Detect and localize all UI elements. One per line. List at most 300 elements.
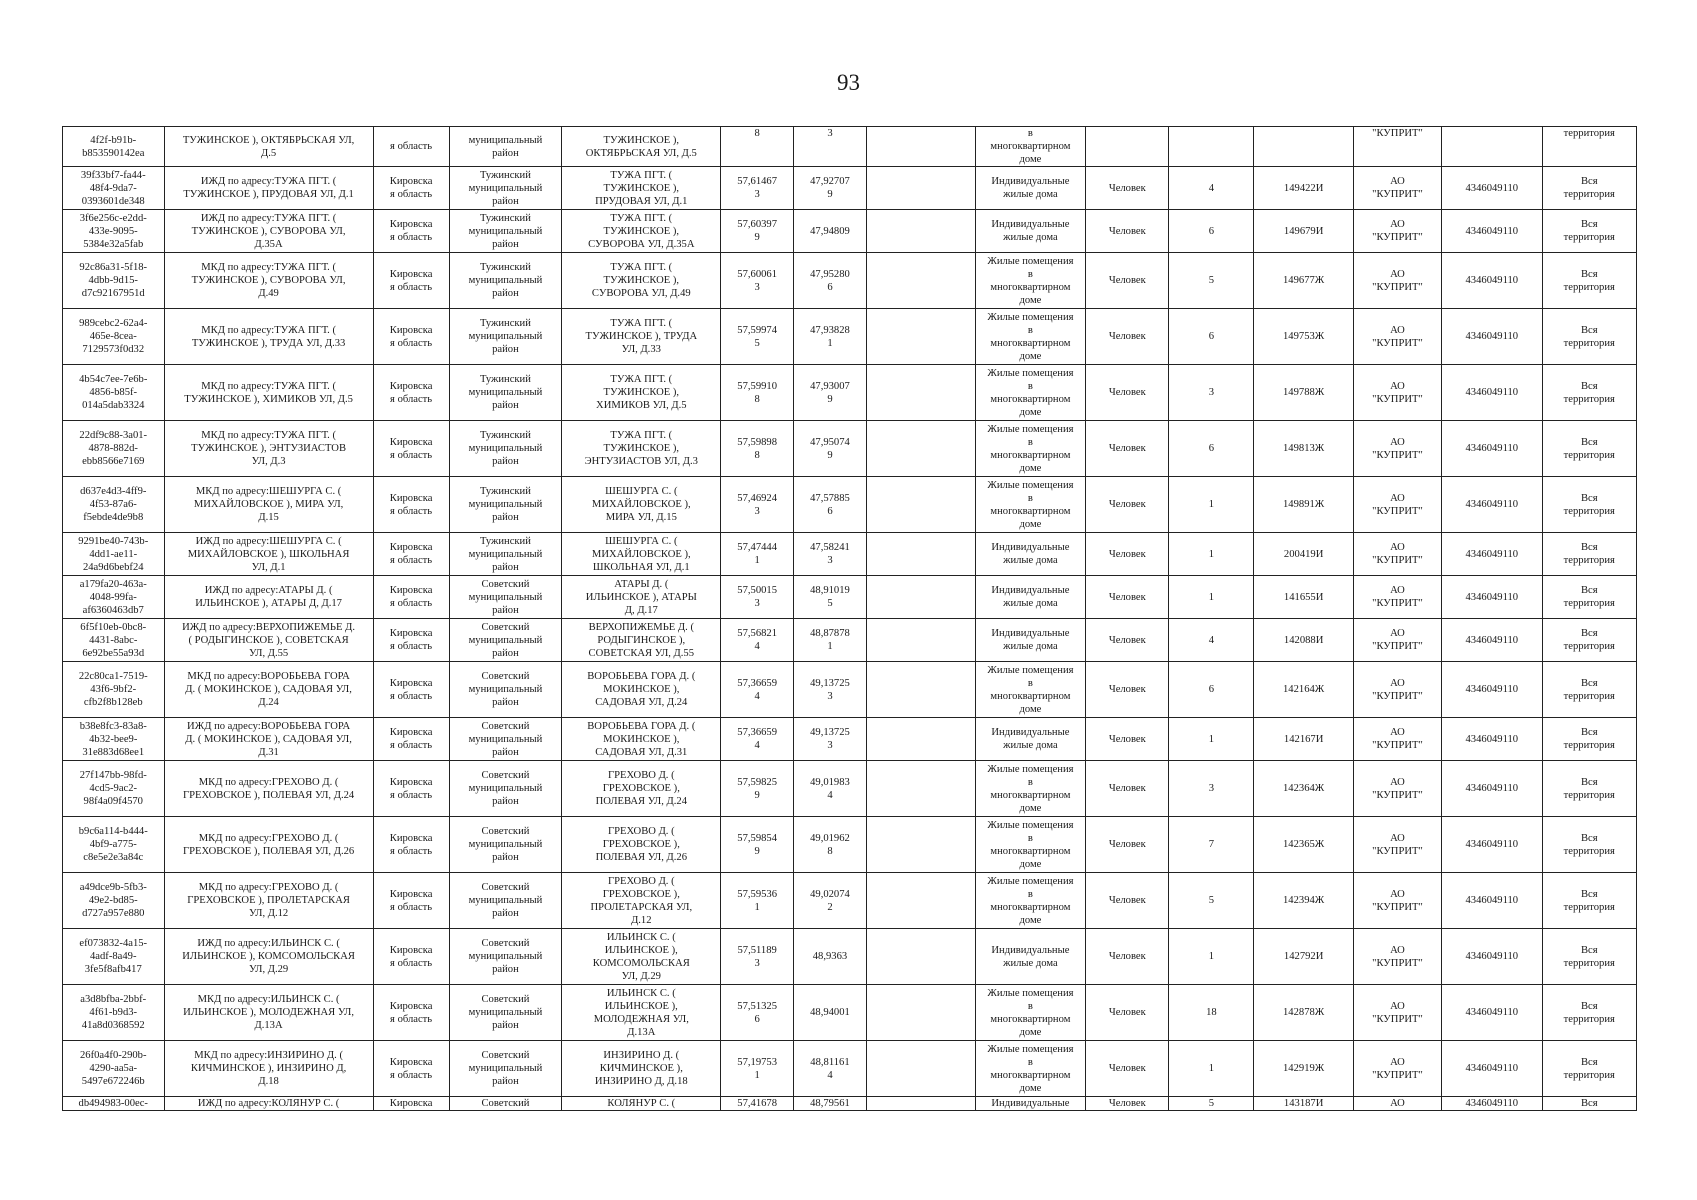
cell-blank1 bbox=[866, 1041, 975, 1097]
cell-code: 142365Ж bbox=[1254, 817, 1353, 873]
table-row bbox=[63, 662, 1637, 718]
cell-lat bbox=[721, 1097, 794, 1111]
cell-name: ИЖД по адресу:ТУЖА ПГТ. ( ТУЖИНСКОЕ ), ПРУДОВАЯ УЛ, Д.1 bbox=[164, 167, 373, 210]
cell-region: Кировска я область bbox=[373, 817, 449, 873]
cell-district: Тужинский муниципальный район bbox=[449, 309, 562, 365]
cell-name: МКД по адресу:ТУЖА ПГТ. ( ТУЖИНСКОЕ ), ТРУДА УЛ, Д.33 bbox=[164, 309, 373, 365]
cell-territory: Вся территория bbox=[1542, 477, 1636, 533]
cell-inn: 4346049110 bbox=[1442, 167, 1542, 210]
cell-region: Кировска я область bbox=[373, 576, 449, 619]
table-row bbox=[63, 421, 1637, 477]
cell-unit: Человек bbox=[1086, 210, 1169, 253]
cell-id: b9c6a114-b444- 4bf9-a775- c8e5e2e3a84c bbox=[63, 817, 165, 873]
cell-lat: 57,59536 1 bbox=[721, 873, 794, 929]
cell-org: АО "КУПРИТ" bbox=[1353, 167, 1441, 210]
cell-qty: 1 bbox=[1169, 576, 1254, 619]
cell-region: Кировска я область bbox=[373, 985, 449, 1041]
cell-blank1 bbox=[866, 1097, 975, 1111]
cell-id: d637e4d3-4ff9- 4f53-87a6- f5ebde4de9b8 bbox=[63, 477, 165, 533]
cell-district: Советский муниципальный район bbox=[449, 662, 562, 718]
cell-address: ТУЖИНСКОЕ ), ОКТЯБРЬСКАЯ УЛ, Д.5 bbox=[562, 127, 721, 167]
cell-qty: 4 bbox=[1169, 619, 1254, 662]
cell-lat: 57,36659 4 bbox=[721, 718, 794, 761]
cell-lon: 48,9363 bbox=[794, 929, 867, 985]
cell-id bbox=[63, 1097, 165, 1111]
cell-code: 149677Ж bbox=[1254, 253, 1353, 309]
cell-lon: 47,93828 1 bbox=[794, 309, 867, 365]
cell-lat: 57,60397 9 bbox=[721, 210, 794, 253]
cell-code: 142792И bbox=[1254, 929, 1353, 985]
cell-type: Жилые помещения в многоквартирном доме bbox=[975, 477, 1086, 533]
cell-inn bbox=[1442, 127, 1542, 167]
cell-org: АО "КУПРИТ" bbox=[1353, 533, 1441, 576]
cell-address: ТУЖА ПГТ. ( ТУЖИНСКОЕ ), ХИМИКОВ УЛ, Д.5 bbox=[562, 365, 721, 421]
cell-id: a179fa20-463a- 4048-99fa- af6360463db7 bbox=[63, 576, 165, 619]
cell-lon: 48,91019 5 bbox=[794, 576, 867, 619]
table-row bbox=[63, 253, 1637, 309]
cell-lon: 47,58241 3 bbox=[794, 533, 867, 576]
table-row bbox=[63, 817, 1637, 873]
cell-type: Индивидуальные жилые дома bbox=[975, 210, 1086, 253]
table-row bbox=[63, 210, 1637, 253]
cell-blank1 bbox=[866, 576, 975, 619]
cell-district: Тужинский муниципальный район bbox=[449, 210, 562, 253]
cell-lon: 48,94001 bbox=[794, 985, 867, 1041]
cell-name bbox=[164, 1097, 373, 1111]
cell-district bbox=[449, 1097, 562, 1111]
table-row bbox=[63, 477, 1637, 533]
cell-address-text: КОЛЯНУР С. ( bbox=[607, 1098, 676, 1109]
cell-territory: Вся территория bbox=[1542, 309, 1636, 365]
cell-code: 149788Ж bbox=[1254, 365, 1353, 421]
table-row bbox=[63, 1041, 1637, 1097]
cell-lat: 57,59974 5 bbox=[721, 309, 794, 365]
cell-district: Тужинский муниципальный район bbox=[449, 253, 562, 309]
page-number: 93 bbox=[837, 70, 860, 95]
cell-org: АО "КУПРИТ" bbox=[1353, 253, 1441, 309]
cell-district: Советский муниципальный район bbox=[449, 1041, 562, 1097]
cell-code: 149679И bbox=[1254, 210, 1353, 253]
cell-qty: 18 bbox=[1169, 985, 1254, 1041]
cell-id: 4b54c7ee-7e6b- 4856-b85f- 014a5dab3324 bbox=[63, 365, 165, 421]
cell-org: АО "КУПРИТ" bbox=[1353, 619, 1441, 662]
cell-address: ИНЗИРИНО Д. ( КИЧМИНСКОЕ ), ИНЗИРИНО Д, Д.18 bbox=[562, 1041, 721, 1097]
cell-qty: 1 bbox=[1169, 929, 1254, 985]
cell-blank1 bbox=[866, 253, 975, 309]
cell-inn bbox=[1442, 1097, 1542, 1111]
cell-name: МКД по адресу:ГРЕХОВО Д. ( ГРЕХОВСКОЕ ), ПОЛЕВАЯ УЛ, Д.26 bbox=[164, 817, 373, 873]
table-row bbox=[63, 873, 1637, 929]
cell-id: 22c80ca1-7519- 43f6-9bf2- cfb2f8b128eb bbox=[63, 662, 165, 718]
table-row bbox=[63, 718, 1637, 761]
cell-unit: Человек bbox=[1086, 761, 1169, 817]
cell-code: 142878Ж bbox=[1254, 985, 1353, 1041]
cell-name: МКД по адресу:ИНЗИРИНО Д. ( КИЧМИНСКОЕ ), ИНЗИРИНО Д, Д.18 bbox=[164, 1041, 373, 1097]
cell-code: 142919Ж bbox=[1254, 1041, 1353, 1097]
cell-org: АО "КУПРИТ" bbox=[1353, 985, 1441, 1041]
cell-id: 22df9c88-3a01- 4878-882d- ebb8566e7169 bbox=[63, 421, 165, 477]
table-row bbox=[63, 365, 1637, 421]
cell-lon: 48,81161 4 bbox=[794, 1041, 867, 1097]
cell-lat: 57,51189 3 bbox=[721, 929, 794, 985]
cell-inn: 4346049110 bbox=[1442, 210, 1542, 253]
cell-name: ИЖД по адресу:ИЛЬИНСК С. ( ИЛЬИНСКОЕ ), КОМСОМОЛЬСКАЯ УЛ, Д.29 bbox=[164, 929, 373, 985]
cell-type: Жилые помещения в многоквартирном доме bbox=[975, 662, 1086, 718]
cell-region: Кировска я область bbox=[373, 477, 449, 533]
cell-territory: Вся территория bbox=[1542, 365, 1636, 421]
cell-territory: Вся территория bbox=[1542, 662, 1636, 718]
cell-org: "КУПРИТ" bbox=[1353, 127, 1441, 167]
cell-org: АО "КУПРИТ" bbox=[1353, 576, 1441, 619]
cell-id: 6f5f10eb-0bc8- 4431-8abc- 6e92be55a93d bbox=[63, 619, 165, 662]
cell-id: 39f33bf7-fa44- 48f4-9da7- 0393601de348 bbox=[63, 167, 165, 210]
cell-inn: 4346049110 bbox=[1442, 929, 1542, 985]
cell-blank1 bbox=[866, 929, 975, 985]
cell-inn: 4346049110 bbox=[1442, 533, 1542, 576]
cell-district: Советский муниципальный район bbox=[449, 929, 562, 985]
cell-blank1 bbox=[866, 761, 975, 817]
cell-address: ИЛЬИНСК С. ( ИЛЬИНСКОЕ ), МОЛОДЕЖНАЯ УЛ, Д.13А bbox=[562, 985, 721, 1041]
cell-type: в многоквартирном доме bbox=[975, 127, 1086, 167]
cell-inn: 4346049110 bbox=[1442, 873, 1542, 929]
cell-name: МКД по адресу:ТУЖА ПГТ. ( ТУЖИНСКОЕ ), ХИМИКОВ УЛ, Д.5 bbox=[164, 365, 373, 421]
cell-inn: 4346049110 bbox=[1442, 619, 1542, 662]
cell-lon: 49,13725 3 bbox=[794, 662, 867, 718]
cell-district: Советский муниципальный район bbox=[449, 761, 562, 817]
cell-name: ИЖД по адресу:ВОРОБЬЕВА ГОРА Д. ( МОКИНСКОЕ ), САДОВАЯ УЛ, Д.31 bbox=[164, 718, 373, 761]
cell-qty: 1 bbox=[1169, 718, 1254, 761]
table-row bbox=[63, 985, 1637, 1041]
cell-territory: Вся территория bbox=[1542, 576, 1636, 619]
cell-lat: 8 bbox=[721, 127, 794, 167]
table-row bbox=[63, 619, 1637, 662]
cell-region: Кировска я область bbox=[373, 253, 449, 309]
cell-qty: 1 bbox=[1169, 1041, 1254, 1097]
cell-district: Тужинский муниципальный район bbox=[449, 421, 562, 477]
cell-unit bbox=[1086, 127, 1169, 167]
cell-type: Индивидуальные жилые дома bbox=[975, 576, 1086, 619]
cell-qty-text: 5 bbox=[1208, 1098, 1215, 1109]
cell-address: ТУЖА ПГТ. ( ТУЖИНСКОЕ ), ПРУДОВАЯ УЛ, Д.1 bbox=[562, 167, 721, 210]
cell-territory: территория bbox=[1542, 127, 1636, 167]
cell-address: ВОРОБЬЕВА ГОРА Д. ( МОКИНСКОЕ ), САДОВАЯ УЛ, Д.24 bbox=[562, 662, 721, 718]
cell-code: 149891Ж bbox=[1254, 477, 1353, 533]
cell-name: ИЖД по адресу:ВЕРХОПИЖЕМЬЕ Д. ( РОДЫГИНСКОЕ ), СОВЕТСКАЯ УЛ, Д.55 bbox=[164, 619, 373, 662]
cell-org: АО "КУПРИТ" bbox=[1353, 421, 1441, 477]
cell-address: ИЛЬИНСК С. ( ИЛЬИНСКОЕ ), КОМСОМОЛЬСКАЯ УЛ, Д.29 bbox=[562, 929, 721, 985]
cell-lon: 49,13725 3 bbox=[794, 718, 867, 761]
cell-org: АО "КУПРИТ" bbox=[1353, 662, 1441, 718]
cell-address: ВЕРХОПИЖЕМЬЕ Д. ( РОДЫГИНСКОЕ ), СОВЕТСКАЯ УЛ, Д.55 bbox=[562, 619, 721, 662]
cell-org: АО "КУПРИТ" bbox=[1353, 873, 1441, 929]
cell-unit-text: Человек bbox=[1108, 1098, 1146, 1109]
cell-code-text: 143187И bbox=[1283, 1098, 1324, 1109]
cell-lon: 49,01962 8 bbox=[794, 817, 867, 873]
cell-id: 26f0a4f0-290b- 4290-aa5a- 5497e672246b bbox=[63, 1041, 165, 1097]
cell-org: АО "КУПРИТ" bbox=[1353, 210, 1441, 253]
cell-inn: 4346049110 bbox=[1442, 662, 1542, 718]
cell-district: Тужинский муниципальный район bbox=[449, 477, 562, 533]
cell-unit: Человек bbox=[1086, 619, 1169, 662]
cell-name: МКД по адресу:ГРЕХОВО Д. ( ГРЕХОВСКОЕ ), ПРОЛЕТАРСКАЯ УЛ, Д.12 bbox=[164, 873, 373, 929]
cell-org: АО "КУПРИТ" bbox=[1353, 365, 1441, 421]
cell-lon-text: 48,79561 bbox=[810, 1098, 850, 1109]
cell-blank1 bbox=[866, 817, 975, 873]
cell-region: Кировска я область bbox=[373, 1041, 449, 1097]
cell-address: ШЕШУРГА С. ( МИХАЙЛОВСКОЕ ), ШКОЛЬНАЯ УЛ, Д.1 bbox=[562, 533, 721, 576]
cell-org: АО "КУПРИТ" bbox=[1353, 477, 1441, 533]
cell-unit: Человек bbox=[1086, 477, 1169, 533]
cell-region-text: Кировска bbox=[389, 1098, 433, 1109]
cell-blank1 bbox=[866, 533, 975, 576]
cell-type: Жилые помещения в многоквартирном доме bbox=[975, 309, 1086, 365]
cell-lat: 57,61467 3 bbox=[721, 167, 794, 210]
cell-lon: 49,01983 4 bbox=[794, 761, 867, 817]
cell-district: Тужинский муниципальный район bbox=[449, 365, 562, 421]
cell-qty: 6 bbox=[1169, 421, 1254, 477]
cell-blank1 bbox=[866, 718, 975, 761]
cell-region: Кировска я область bbox=[373, 929, 449, 985]
cell-region: Кировска я область bbox=[373, 210, 449, 253]
cell-address: ВОРОБЬЕВА ГОРА Д. ( МОКИНСКОЕ ), САДОВАЯ УЛ, Д.31 bbox=[562, 718, 721, 761]
cell-address: ТУЖА ПГТ. ( ТУЖИНСКОЕ ), СУВОРОВА УЛ, Д.49 bbox=[562, 253, 721, 309]
cell-inn: 4346049110 bbox=[1442, 576, 1542, 619]
cell-lat: 57,47444 1 bbox=[721, 533, 794, 576]
cell-lon: 3 bbox=[794, 127, 867, 167]
cell-lat: 57,36659 4 bbox=[721, 662, 794, 718]
cell-code: 142088И bbox=[1254, 619, 1353, 662]
cell-id: 27f147bb-98fd- 4cd5-9ac2- 98f4a09f4570 bbox=[63, 761, 165, 817]
cell-region: Кировска я область bbox=[373, 533, 449, 576]
cell-blank1 bbox=[866, 127, 975, 167]
cell-type: Жилые помещения в многоквартирном доме bbox=[975, 873, 1086, 929]
cell-address: ТУЖА ПГТ. ( ТУЖИНСКОЕ ), ЭНТУЗИАСТОВ УЛ, Д.3 bbox=[562, 421, 721, 477]
cell-territory: Вся территория bbox=[1542, 619, 1636, 662]
cell-lon: 47,93007 9 bbox=[794, 365, 867, 421]
cell-district: Советский муниципальный район bbox=[449, 985, 562, 1041]
cell-region: Кировска я область bbox=[373, 167, 449, 210]
cell-address bbox=[562, 1097, 721, 1111]
table-row bbox=[63, 1097, 1637, 1111]
cell-territory: Вся территория bbox=[1542, 985, 1636, 1041]
cell-unit bbox=[1086, 1097, 1169, 1111]
cell-org-text: АО bbox=[1390, 1098, 1405, 1109]
cell-blank1 bbox=[866, 619, 975, 662]
cell-district: Советский муниципальный район bbox=[449, 873, 562, 929]
cell-inn: 4346049110 bbox=[1442, 477, 1542, 533]
cell-address: ГРЕХОВО Д. ( ГРЕХОВСКОЕ ), ПОЛЕВАЯ УЛ, Д.24 bbox=[562, 761, 721, 817]
cell-blank1 bbox=[866, 477, 975, 533]
cell-inn: 4346049110 bbox=[1442, 365, 1542, 421]
cell-name: МКД по адресу:ИЛЬИНСК С. ( ИЛЬИНСКОЕ ), МОЛОДЕЖНАЯ УЛ, Д.13А bbox=[164, 985, 373, 1041]
table-row bbox=[63, 127, 1637, 167]
cell-unit: Человек bbox=[1086, 533, 1169, 576]
cell-unit: Человек bbox=[1086, 309, 1169, 365]
table-row bbox=[63, 576, 1637, 619]
table-row bbox=[63, 929, 1637, 985]
cell-type: Индивидуальные жилые дома bbox=[975, 533, 1086, 576]
cell-id: 989cebc2-62a4- 465e-8cea- 7129573f0d32 bbox=[63, 309, 165, 365]
table-row bbox=[63, 167, 1637, 210]
cell-id: a49dce9b-5fb3- 49e2-bd85- d727a957e880 bbox=[63, 873, 165, 929]
cell-district: Советский муниципальный район bbox=[449, 576, 562, 619]
cell-inn: 4346049110 bbox=[1442, 817, 1542, 873]
cell-type-text: Индивидуальные bbox=[991, 1098, 1070, 1109]
cell-territory-text: Вся bbox=[1580, 1098, 1598, 1109]
cell-type: Индивидуальные жилые дома bbox=[975, 167, 1086, 210]
cell-region: Кировска я область bbox=[373, 309, 449, 365]
cell-blank1-text bbox=[869, 1097, 973, 1109]
cell-blank1 bbox=[866, 662, 975, 718]
cell-qty: 3 bbox=[1169, 761, 1254, 817]
cell-code: 142167И bbox=[1254, 718, 1353, 761]
cell-inn: 4346049110 bbox=[1442, 253, 1542, 309]
cell-region bbox=[373, 1097, 449, 1111]
cell-org: АО "КУПРИТ" bbox=[1353, 718, 1441, 761]
table-row bbox=[63, 309, 1637, 365]
cell-region: я область bbox=[373, 127, 449, 167]
cell-inn: 4346049110 bbox=[1442, 1041, 1542, 1097]
cell-territory: Вся территория bbox=[1542, 533, 1636, 576]
cell-type: Индивидуальные жилые дома bbox=[975, 929, 1086, 985]
cell-region: Кировска я область bbox=[373, 619, 449, 662]
cell-org: АО "КУПРИТ" bbox=[1353, 929, 1441, 985]
cell-unit: Человек bbox=[1086, 929, 1169, 985]
cell-territory: Вся территория bbox=[1542, 210, 1636, 253]
registry-table bbox=[62, 126, 1637, 1111]
cell-lon bbox=[794, 1097, 867, 1111]
cell-code: 142394Ж bbox=[1254, 873, 1353, 929]
cell-qty bbox=[1169, 127, 1254, 167]
cell-territory bbox=[1542, 1097, 1636, 1111]
cell-district: Тужинский муниципальный район bbox=[449, 167, 562, 210]
cell-territory: Вся территория bbox=[1542, 253, 1636, 309]
cell-lon: 48,87878 1 bbox=[794, 619, 867, 662]
cell-id: a3d8bfba-2bbf- 4f61-b9d3- 41a8d0368592 bbox=[63, 985, 165, 1041]
cell-lat: 57,50015 3 bbox=[721, 576, 794, 619]
cell-type: Жилые помещения в многоквартирном доме bbox=[975, 761, 1086, 817]
cell-code: 142164Ж bbox=[1254, 662, 1353, 718]
cell-blank1 bbox=[866, 309, 975, 365]
cell-org bbox=[1353, 1097, 1441, 1111]
cell-region: Кировска я область bbox=[373, 761, 449, 817]
cell-region: Кировска я область bbox=[373, 873, 449, 929]
cell-blank1 bbox=[866, 985, 975, 1041]
cell-org: АО "КУПРИТ" bbox=[1353, 309, 1441, 365]
cell-territory: Вся территория bbox=[1542, 1041, 1636, 1097]
cell-unit: Человек bbox=[1086, 365, 1169, 421]
cell-district: Советский муниципальный район bbox=[449, 619, 562, 662]
cell-region: Кировска я область bbox=[373, 718, 449, 761]
cell-name: ТУЖИНСКОЕ ), ОКТЯБРЬСКАЯ УЛ, Д.5 bbox=[164, 127, 373, 167]
cell-region: Кировска я область bbox=[373, 365, 449, 421]
cell-address: ГРЕХОВО Д. ( ГРЕХОВСКОЕ ), ПОЛЕВАЯ УЛ, Д.26 bbox=[562, 817, 721, 873]
cell-org: АО "КУПРИТ" bbox=[1353, 817, 1441, 873]
cell-unit: Человек bbox=[1086, 662, 1169, 718]
cell-qty: 1 bbox=[1169, 477, 1254, 533]
cell-unit: Человек bbox=[1086, 718, 1169, 761]
cell-qty: 1 bbox=[1169, 533, 1254, 576]
cell-inn: 4346049110 bbox=[1442, 309, 1542, 365]
cell-type: Жилые помещения в многоквартирном доме bbox=[975, 817, 1086, 873]
cell-lon: 47,57885 6 bbox=[794, 477, 867, 533]
cell-code: 149813Ж bbox=[1254, 421, 1353, 477]
cell-type: Жилые помещения в многоквартирном доме bbox=[975, 253, 1086, 309]
cell-code: 141655И bbox=[1254, 576, 1353, 619]
cell-territory: Вся территория bbox=[1542, 718, 1636, 761]
cell-org: АО "КУПРИТ" bbox=[1353, 761, 1441, 817]
cell-lat: 57,46924 3 bbox=[721, 477, 794, 533]
cell-address: ТУЖА ПГТ. ( ТУЖИНСКОЕ ), СУВОРОВА УЛ, Д.35А bbox=[562, 210, 721, 253]
cell-name-text: ИЖД по адресу:КОЛЯНУР С. ( bbox=[197, 1098, 340, 1109]
cell-qty: 6 bbox=[1169, 309, 1254, 365]
cell-lon: 49,02074 2 bbox=[794, 873, 867, 929]
cell-lat: 57,19753 1 bbox=[721, 1041, 794, 1097]
cell-name: ИЖД по адресу:ШЕШУРГА С. ( МИХАЙЛОВСКОЕ ), ШКОЛЬНАЯ УЛ, Д.1 bbox=[164, 533, 373, 576]
cell-address: ШЕШУРГА С. ( МИХАЙЛОВСКОЕ ), МИРА УЛ, Д.15 bbox=[562, 477, 721, 533]
cell-name: МКД по адресу:ШЕШУРГА С. ( МИХАЙЛОВСКОЕ ), МИРА УЛ, Д.15 bbox=[164, 477, 373, 533]
cell-unit: Человек bbox=[1086, 576, 1169, 619]
cell-lat: 57,51325 6 bbox=[721, 985, 794, 1041]
cell-lat: 57,60061 3 bbox=[721, 253, 794, 309]
cell-address: ГРЕХОВО Д. ( ГРЕХОВСКОЕ ), ПРОЛЕТАРСКАЯ УЛ, Д.12 bbox=[562, 873, 721, 929]
cell-code bbox=[1254, 1097, 1353, 1111]
cell-type: Жилые помещения в многоквартирном доме bbox=[975, 985, 1086, 1041]
cell-territory: Вся территория bbox=[1542, 421, 1636, 477]
cell-unit: Человек bbox=[1086, 421, 1169, 477]
cell-region: Кировска я область bbox=[373, 421, 449, 477]
cell-type: Жилые помещения в многоквартирном доме bbox=[975, 365, 1086, 421]
cell-district: Советский муниципальный район bbox=[449, 817, 562, 873]
cell-blank1 bbox=[866, 210, 975, 253]
cell-blank1 bbox=[866, 421, 975, 477]
cell-type: Жилые помещения в многоквартирном доме bbox=[975, 1041, 1086, 1097]
cell-lat: 57,59898 8 bbox=[721, 421, 794, 477]
cell-lat: 57,59910 8 bbox=[721, 365, 794, 421]
cell-territory: Вся территория bbox=[1542, 761, 1636, 817]
cell-name: МКД по адресу:ВОРОБЬЕВА ГОРА Д. ( МОКИНСКОЕ ), САДОВАЯ УЛ, Д.24 bbox=[164, 662, 373, 718]
cell-address: ТУЖА ПГТ. ( ТУЖИНСКОЕ ), ТРУДА УЛ, Д.33 bbox=[562, 309, 721, 365]
cell-blank1 bbox=[866, 167, 975, 210]
cell-id: b38e8fc3-83a8- 4b32-bee9- 31e883d68ee1 bbox=[63, 718, 165, 761]
cell-unit: Человек bbox=[1086, 167, 1169, 210]
cell-lon: 47,92707 9 bbox=[794, 167, 867, 210]
cell-unit: Человек bbox=[1086, 817, 1169, 873]
cell-unit: Человек bbox=[1086, 1041, 1169, 1097]
cell-code: 149753Ж bbox=[1254, 309, 1353, 365]
cell-territory: Вся территория bbox=[1542, 873, 1636, 929]
cell-type: Жилые помещения в многоквартирном доме bbox=[975, 421, 1086, 477]
cell-territory: Вся территория bbox=[1542, 167, 1636, 210]
cell-blank1 bbox=[866, 873, 975, 929]
cell-territory: Вся территория bbox=[1542, 817, 1636, 873]
cell-qty bbox=[1169, 1097, 1254, 1111]
cell-lat: 57,59825 9 bbox=[721, 761, 794, 817]
cell-lat-text: 57,41678 bbox=[737, 1098, 778, 1109]
cell-name: МКД по адресу:ГРЕХОВО Д. ( ГРЕХОВСКОЕ ), ПОЛЕВАЯ УЛ, Д.24 bbox=[164, 761, 373, 817]
cell-type: Индивидуальные жилые дома bbox=[975, 619, 1086, 662]
cell-name: ИЖД по адресу:ТУЖА ПГТ. ( ТУЖИНСКОЕ ), СУВОРОВА УЛ, Д.35А bbox=[164, 210, 373, 253]
cell-qty: 3 bbox=[1169, 365, 1254, 421]
cell-qty: 6 bbox=[1169, 662, 1254, 718]
cell-territory: Вся территория bbox=[1542, 929, 1636, 985]
cell-inn: 4346049110 bbox=[1442, 985, 1542, 1041]
cell-code: 200419И bbox=[1254, 533, 1353, 576]
cell-lat: 57,56821 4 bbox=[721, 619, 794, 662]
cell-type bbox=[975, 1097, 1086, 1111]
cell-inn: 4346049110 bbox=[1442, 718, 1542, 761]
cell-unit: Человек bbox=[1086, 985, 1169, 1041]
